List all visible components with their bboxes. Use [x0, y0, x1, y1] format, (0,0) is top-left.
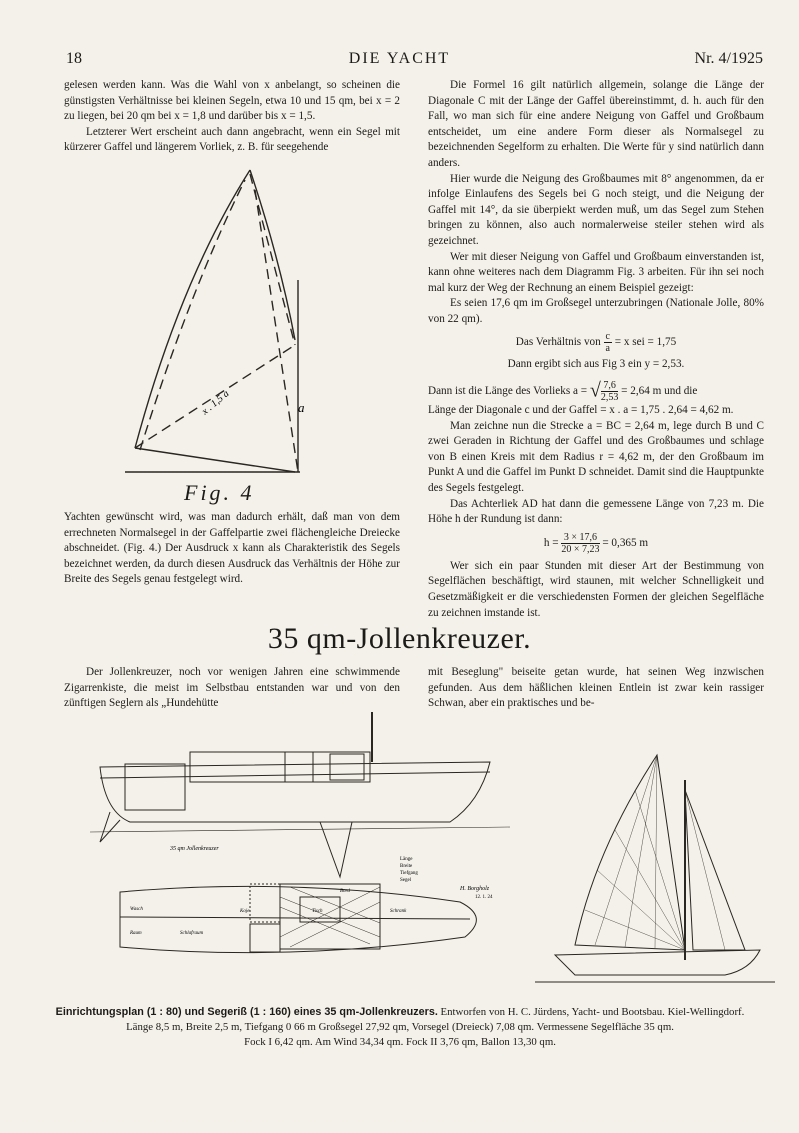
- room-label: Koje: [240, 909, 250, 914]
- dim-label: Segel: [400, 878, 412, 883]
- left-column-top: [64, 78, 400, 156]
- figure-caption: Einrichtungsplan (1 : 80) und Segeriß (1 : 160) eines 35 qm-Jollenkreuzers. Entworfen von H. C. Jürdens, Yacht- und Bootsbau. Kiel-Wellingdorf. Länge 8,5 m, Breite 2,5 m, Tiefgang 0 66 m Großsegel 27,92 qm, Vorsegel (Dreieck) 7,08 qm. Vermessene Segelfläche 35 qm. Fock I 6,42 qm. Am Wind 34,34 qm. Fock II 3,76 qm, Ballon 13,30 qm.: [30, 1005, 770, 1050]
- room-label: Schrank: [390, 909, 407, 914]
- drawing-date: 12. 1. 24: [475, 895, 493, 900]
- boat-drawings: [90, 712, 510, 997]
- room-label: Bord: [340, 889, 350, 894]
- formula-vorliek: Dann ist die Länge des Vorlieks a = √ $\frac{7,6}{2,53}$ = 2,64 m und die: [428, 379, 698, 404]
- room-label: Raum: [130, 931, 142, 936]
- article-right-column: [428, 665, 764, 712]
- paragraph: Man zeichne nun die Strecke a = BC = 2,64 m, lege durch B und C zwei Geraden in Richtung der Gaffel und des Großbaumes und schlage von B einen Kreis mit dem Radius r = 4,62 m, der den Großbaum im Punkt A und die Gaffel im Punkt D schneidet. Damit sind die Hauptpunkte des Segels festgelegt.: [428, 419, 764, 495]
- caption-line: Fock I 6,42 qm. Am Wind 34,34 qm. Fock II 3,76 qm, Ballon 13,30 qm.: [244, 1036, 556, 1048]
- paragraph: Das Achterliek AD hat dann die gemessene Länge von 7,23 m. Die Höhe h der Rundung ist dann:: [428, 497, 764, 526]
- article-headline: 35 qm-Jollenkreuzer.: [267, 622, 532, 655]
- room-label: Tisch: [312, 909, 323, 914]
- page-number: 18: [66, 50, 82, 67]
- plan-title: 35 qm Jollenkreuzer: [170, 846, 219, 852]
- journal-title: DIE YACHT: [348, 50, 451, 67]
- dim-label: Länge: [400, 857, 413, 862]
- formula-y: Dann ergibt sich aus Fig 3 ein y = 2,53.: [507, 357, 685, 370]
- sail-plan-drawing: [535, 750, 775, 990]
- figure-label-a: a: [298, 400, 305, 415]
- room-label: Schlafraum: [180, 931, 204, 936]
- paragraph: gelesen werden kann. Was die Wahl von x anbelangt, so scheinen die günstigsten Verhältnisse bei kleinen Segeln, etwa 10 und 15 qm, bei x = 2 zu liegen, bei 20 qm bei x = 1,8 und darüber bis x = 1,5.: [64, 79, 400, 123]
- formula-h: h = $\frac{3 \times 17,6}{20 \times 7,23}$ = 0,365 m: [543, 531, 649, 555]
- paragraph: Yachten gewünscht wird, was man dadurch erhält, daß man von dem errechneten Normalsegel in der Gaffelpartie zwei flächengleiche Dreiecke abschneidet. (Fig. 4.) Der Ausdruck x kann als Charakteristik des Segels bezeichnet werden, da durch diesen Ausdruck das Verhältnis der Höhe zur Breite des Segels genau festgelegt wird.: [64, 511, 400, 586]
- paragraph: Es seien 17,6 qm im Großsegel unterzubringen (Nationale Jolle, 80% von 22 qm).: [428, 297, 764, 325]
- formula-ratio: Das Verhältnis von $\frac{c}{a}$ = x sei = 1,75: [515, 330, 677, 354]
- right-column: [428, 78, 764, 621]
- figure-4-caption: Fig. 4: [184, 480, 255, 505]
- paragraph: Der Jollenkreuzer, noch vor wenigen Jahren eine schwimmende Zigarrenkiste, die meist im Selbstbau entstanden war und von den zünftigen Seglern als „Hundehütte: [64, 666, 400, 710]
- paragraph: Hier wurde die Neigung des Großbaumes mit 8° angenommen, da er infolge Einlaufens des Segels bei G noch steigt, und die Neigung der Gaffel mit 14°, da sie überpiekt werden muß, um das Segel zum Stehen bringen zu können, also auch normalerweise steiler stehen wird als gezeichnet.: [428, 172, 764, 247]
- paragraph: Wer sich ein paar Stunden mit dieser Art der Bestimmung von Segelflächen beschäftigt, wird staunen, mit welcher Schnelligkeit und Gesetzmäßigkeit er die verschiedensten Formen der gleichen Segelfläche zu zeichnen imstande ist.: [428, 559, 764, 619]
- paragraph: Letzterer Wert erscheint auch dann angebracht, wenn ein Segel mit kürzerer Gaffel und längerem Vorliek, z. B. für seegehende: [64, 125, 400, 154]
- room-label: Wasch: [130, 907, 143, 912]
- paragraph: mit Beseglung" beiseite getan wurde, hat seinen Weg inzwischen gefunden. Aus dem häßlichen kleinen Entlein ist zwar kein rassiger Schwan, aber ein praktisches und be-: [428, 666, 764, 710]
- caption-line: Länge 8,5 m, Breite 2,5 m, Tiefgang 0 66 m Großsegel 27,92 qm, Vorsegel (Dreieck) 7,08 qm. Vermessene Segelfläche 35 qm.: [126, 1021, 674, 1033]
- dim-label: Tiefgang: [400, 871, 418, 876]
- paragraph: Wer mit dieser Neigung von Gaffel und Großbaum einverstanden ist, kann ohne weiteres nach dem Diagramm Fig. 3 arbeiten. Für ihn sei noch mal kurz der Weg der Rechnung an einem Beispiel gezeigt:: [428, 250, 764, 294]
- figure-4-sail-diagram: [120, 160, 310, 505]
- dim-label: Breite: [400, 864, 413, 869]
- left-column-bottom: [64, 510, 400, 588]
- drawing-signature: H. Borgholz: [460, 886, 490, 892]
- paragraph: Länge der Diagonale c und der Gaffel = x . a = 1,75 . 2,64 = 4,62 m.: [428, 404, 734, 417]
- issue-number: Nr. 4/1925: [694, 50, 763, 67]
- paragraph: Die Formel 16 gilt natürlich allgemein, solange die Länge der Diagonale C mit der Länge der Gaffel übereinstimmt, d. h. auch für den Fall, wo man sich für eine andere Neigung von Gaffel und Großbaum entscheidet, um eine andere Form dieser als Normalsegel zu bezeichnenden Segelform zu erhalten. Die Werte für y sind natürlich dann anders.: [428, 79, 764, 169]
- figure-label-diagonal: x . 1,5 a: [199, 388, 232, 418]
- caption-bold: Einrichtungsplan (1 : 80) und Segeriß (1 : 160) eines 35 qm-Jollenkreuzers.: [55, 1006, 438, 1018]
- article-left-column: [64, 665, 400, 712]
